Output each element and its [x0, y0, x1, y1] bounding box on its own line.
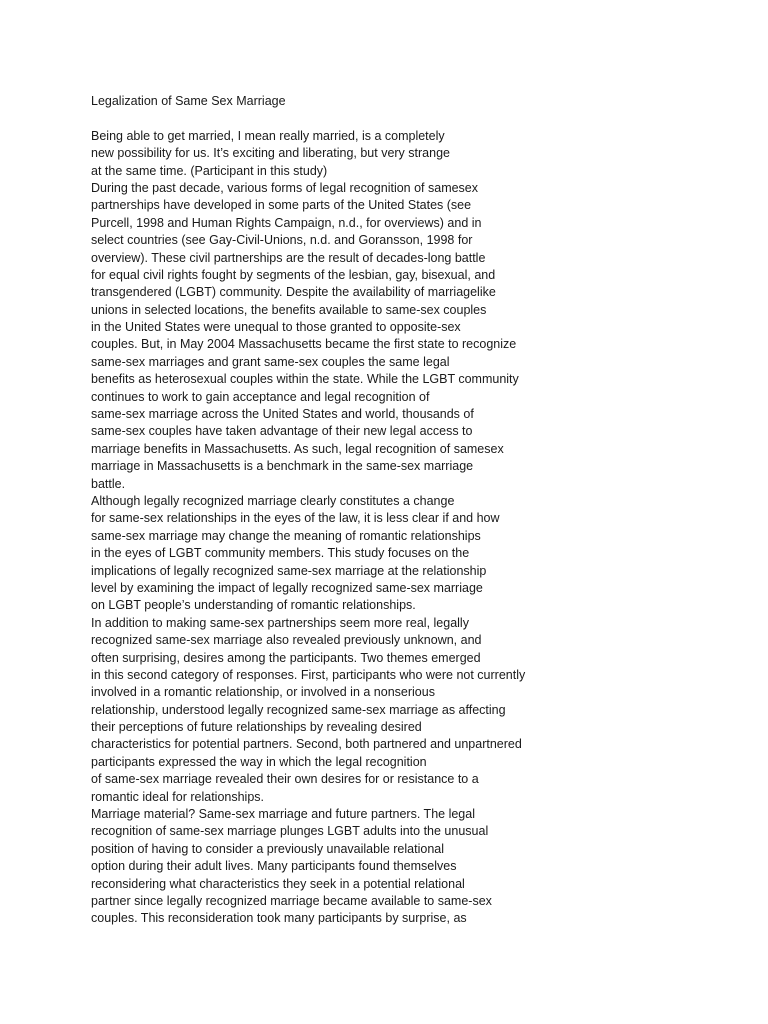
text-line: battle. [91, 476, 126, 491]
text-line: characteristics for potential partners. Second, both partnered and unpartnered [91, 737, 522, 752]
text-line: new possibility for us. It’s exciting and liberating, but very strange [91, 146, 450, 161]
document-title: Legalization of Same Sex Marriage [91, 94, 286, 108]
text-line: same-sex marriages and grant same-sex couples the same legal [91, 354, 450, 369]
text-line: partner since legally recognized marriage became available to same-sex [91, 893, 492, 908]
text-line: benefits as heterosexual couples within the state. While the LGBT community [91, 372, 519, 387]
text-line: relationship, understood legally recognized same-sex marriage as affecting [91, 702, 506, 717]
text-line: romantic ideal for relationships. [91, 789, 264, 804]
text-line: implications of legally recognized same-sex marriage at the relationship [91, 563, 487, 578]
text-lines [91, 128, 741, 928]
text-line: involved in a romantic relationship, or involved in a nonserious [91, 685, 435, 700]
text-line: for equal civil rights fought by segments of the lesbian, gay, bisexual, and [91, 267, 496, 282]
text-line: in the eyes of LGBT community members. This study focuses on the [91, 546, 470, 561]
text-line: position of having to consider a previously unavailable relational [91, 841, 444, 856]
text-line: Purcell, 1998 and Human Rights Campaign, n.d., for overviews) and in [91, 215, 482, 230]
text-line: partnerships have developed in some parts of the United States (see [91, 198, 472, 213]
text-line: of same-sex marriage revealed their own desires for or resistance to a [91, 772, 479, 787]
text-line: same-sex marriage may change the meaning of romantic relationships [91, 528, 481, 543]
text-line: for same-sex relationships in the eyes of the law, it is less clear if and how [91, 511, 500, 526]
text-line: same-sex couples have taken advantage of their new legal access to [91, 424, 473, 439]
text-line: transgendered (LGBT) community. Despite the availability of marriagelike [91, 285, 496, 300]
text-line: level by examining the impact of legally recognized same-sex marriage [91, 580, 483, 595]
text-line: marriage benefits in Massachusetts. As such, legal recognition of samesex [91, 441, 504, 456]
text-line: couples. But, in May 2004 Massachusetts became the first state to recognize [91, 337, 517, 352]
text-line: couples. This reconsideration took many participants by surprise, as [91, 911, 467, 926]
text-line: on LGBT people’s understanding of romantic relationships. [91, 598, 416, 613]
text-line: In addition to making same-sex partnerships seem more real, legally [91, 615, 469, 630]
text-line: option during their adult lives. Many participants found themselves [91, 859, 457, 874]
text-line: often surprising, desires among the participants. Two themes emerged [91, 650, 481, 665]
text-line: unions in selected locations, the benefits available to same-sex couples [91, 302, 487, 317]
text-line: Although legally recognized marriage clearly constitutes a change [91, 493, 455, 508]
text-line: Being able to get married, I mean really married, is a completely [91, 128, 445, 143]
text-line: Marriage material? Same-sex marriage and future partners. The legal [91, 807, 475, 822]
text-line: participants expressed the way in which the legal recognition [91, 754, 427, 769]
text-line: continues to work to gain acceptance and legal recognition of [91, 389, 430, 404]
text-line: marriage in Massachusetts is a benchmark in the same-sex marriage [91, 459, 474, 474]
text-line: in the United States were unequal to those granted to opposite-sex [91, 320, 461, 335]
document-body [91, 93, 741, 928]
text-line: at the same time. (Participant in this study) [91, 163, 328, 178]
blank-line [91, 110, 741, 127]
text-line: overview). These civil partnerships are the result of decades-long battle [91, 250, 486, 265]
text-line: recognition of same-sex marriage plunges LGBT adults into the unusual [91, 824, 489, 839]
text-line: reconsidering what characteristics they seek in a potential relational [91, 876, 465, 891]
text-line: recognized same-sex marriage also revealed previously unknown, and [91, 633, 482, 648]
text-line: in this second category of responses. First, participants who were not currently [91, 667, 526, 682]
text-line: select countries (see Gay-Civil-Unions, n.d. and Goransson, 1998 for [91, 233, 473, 248]
text-line: During the past decade, various forms of legal recognition of samesex [91, 180, 479, 195]
text-line: their perceptions of future relationships by revealing desired [91, 720, 422, 735]
text-line: same-sex marriage across the United States and world, thousands of [91, 407, 474, 422]
